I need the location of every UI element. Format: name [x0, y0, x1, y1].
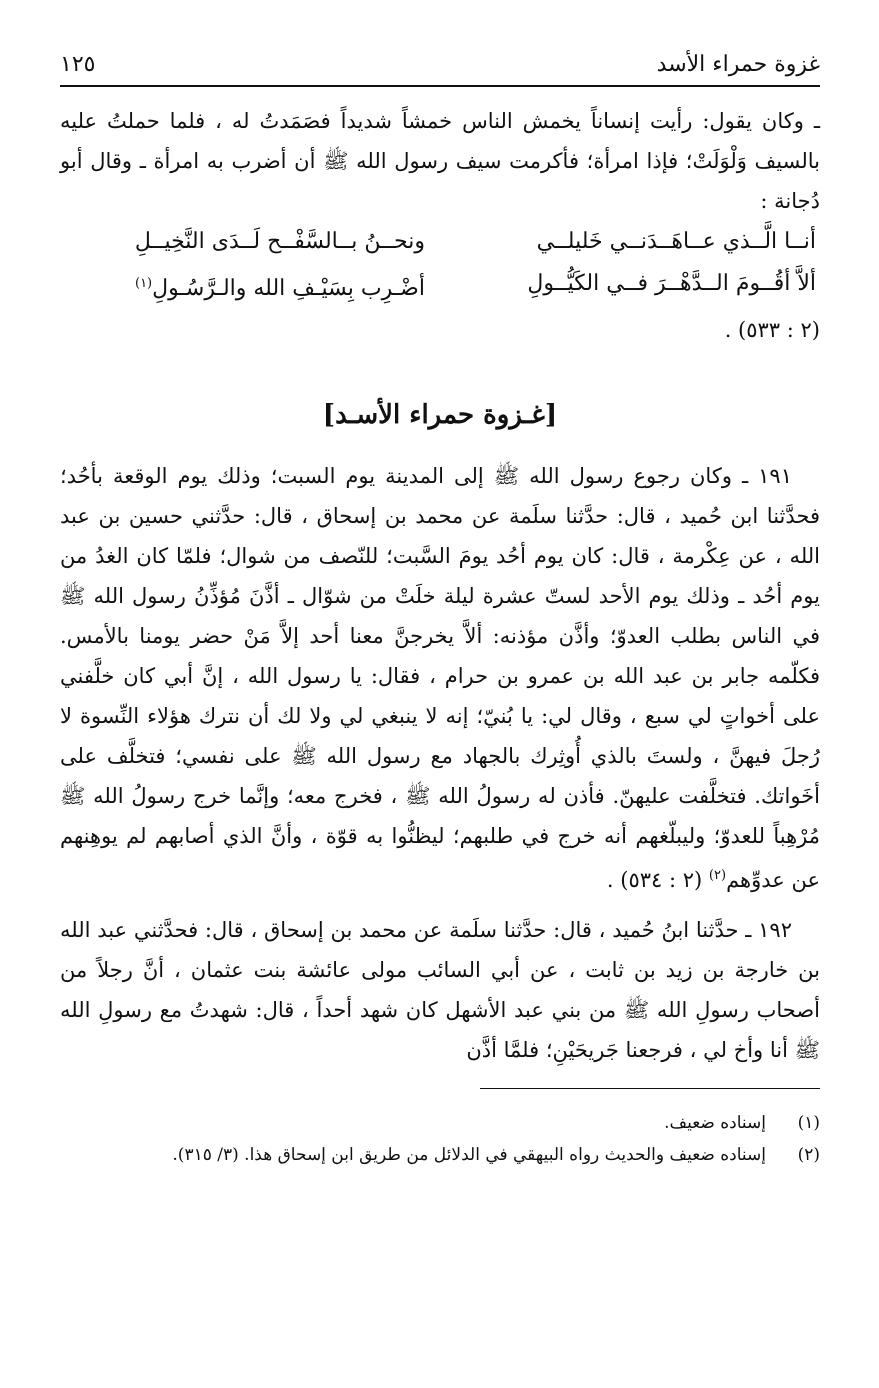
verse-2-second-hemistich-wrap: [64, 263, 425, 310]
footnote-1: [60, 1107, 820, 1139]
running-header: [60, 52, 820, 87]
book-page: [60, 52, 820, 1362]
footnote-1-text: إسناده ضعيف.: [664, 1113, 766, 1134]
page-number: ١٢٥: [60, 52, 96, 77]
header-title: غزوة حمراء الأسد: [656, 52, 820, 77]
footnote-marker-1: (١): [134, 276, 153, 291]
footnotes: [60, 1107, 820, 1171]
paragraph-191: [60, 456, 820, 900]
footnote-2-number: (٢): [797, 1145, 820, 1166]
poetry-block: [60, 221, 820, 310]
footnote-marker-2: (٢): [708, 868, 727, 884]
paragraph-192: ١٩٢ ـ حدَّثنا ابنُ حُميد ، قال: حدَّثنا سلَمة عن محمد بن إسحاق ، قال: فحدَّثني عبد الله بن خارجة بن زيد بن ثابت ، عن أبي السائب مولى عائشة بنت عثمان ، أنَّ رجلاً من أصحاب رسولِ الله ﷺ من بني عبد الأشهل كان شهد أحداً ، قال: شهدتُ مع رسولِ الله ﷺ أنا وأخ لي ، فرجعنا جَريحَيْنِ؛ فلمَّا أذَّن: [60, 918, 820, 1063]
section-title: [غـزوة حمراء الأسـد]: [322, 400, 558, 431]
paragraph-191-text: ١٩١ ـ وكان رجوع رسول الله ﷺ إلى المدينة يوم السبت؛ وذلك يوم الوقعة بأحُد؛ فحدَّثنا ابن حُميد ، قال: حدَّثنا سلَمة عن محمد بن إسحاق ، قال: حدَّثني حسين بن عبد الله ، عن عِكْرمة ، قال: كان يوم أحُد يومَ السَّبت؛ للنّصف من شوال؛ فلمّا كان الغدُ من يوم أحُد ـ وذلك يوم الأحد لستّ عشرة ليلة خلَتْ من شوّال ـ أذَّنَ مُؤذِّنُ رسول الله ﷺ في الناس بطلب العدوّ؛ وأذَّن مؤذنه: ألاَّ يخرجنَّ معنا أحد إلاَّ مَنْ حضر يومنا بالأمس. فكلّمه جابر بن عبد الله بن عمرو بن حرام ، فقال: يا رسول الله ، إنَّ أبي كان خلَّفني على أخواتٍ لي سبع ، وقال لي: يا بُنيّ؛ إنه لا ينبغي لي ولا لك أن نترك هؤلاء النِّسوة لا رُجلَ فيهنَّ ، ولستَ بالذي أُوثِرك بالجهاد مع رسول الله ﷺ على نفسي؛ فتخلَّف على أخَواتك. فتخلَّفت عليهنّ. فأذن له رسولُ الله ﷺ ، فخرج معه؛ وإنَّما خرج رسولُ الله ﷺ مُرْهِباً للعدوّ؛ وليبلّغهم أنه خرج في طلبهم؛ ليظنُّوا به قوّة ، وأنَّ الذي أصابهم لم يوهِنهم عن عدوِّهم: [60, 464, 820, 893]
footnote-2: [60, 1139, 820, 1171]
footnote-2-text: إسناده ضعيف والحديث رواه البيهقي في الدلائل من طريق ابن إسحاق هذا. (٣/ ٣١٥).: [172, 1145, 766, 1166]
footnote-1-number: (١): [797, 1113, 820, 1134]
verse-1-first-hemistich: أنــا الَّــذي عــاهَــدَنــي خَليلــي: [536, 229, 816, 254]
verse-line-2: [60, 263, 820, 310]
poetry-reference: (٢ : ٥٣٣) .: [724, 318, 820, 343]
footnote-divider: [480, 1088, 820, 1089]
verse-2-second-hemistich: أضْـرِب بِسَيْـفِ الله والـرَّسُـولِ: [152, 276, 425, 302]
verse-2-first-hemistich: ألاَّ أقُــومَ الــدَّهْــرَ فــي الكَيُّــولِ: [527, 271, 816, 296]
paragraph-191-reference: (٢ : ٥٣٤) .: [606, 868, 703, 893]
verse-1-second-hemistich: ونحــنُ بــالسَّفْــح لَــدَى النَّخِيــلِ: [134, 229, 425, 254]
verse-line-1: [60, 221, 820, 263]
intro-paragraph: ـ وكان يقول: رأيت إنساناً يخمش الناس خمشاً شديداً فصَمَدتُ له ، فلما حملتُ عليه بالسيف وَلْوَلَتْ؛ فإذا امرأة؛ فأكرمت سيف رسول الله ﷺ أن أضرب به امرأة ـ وقال أبو دُجانة :: [60, 109, 820, 213]
